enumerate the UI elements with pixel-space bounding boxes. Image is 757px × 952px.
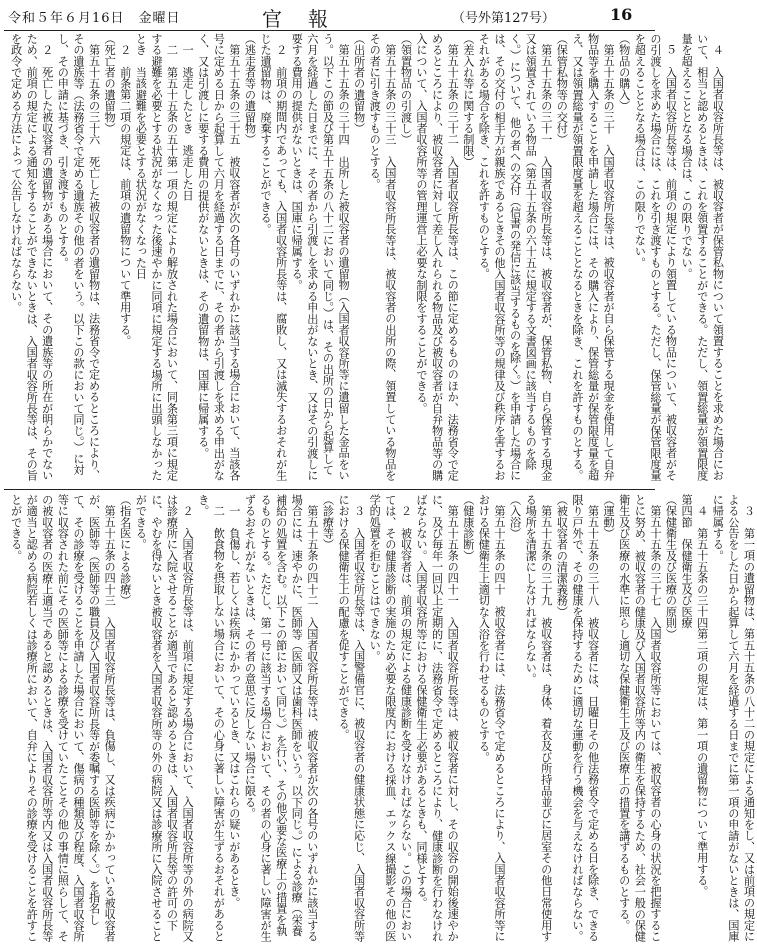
article-paragraph: 第五十五条の三十一 入国者収容所長等は、被収容者が、保管私物、自ら保管する現金又は領置されている物品（第五十五条の六十五に規定する文書図画に該当するものを除く。）について、他の者への交付（信書の発信に該当するものを除く。）を申請した場合には、その交付の相手方が親族であるときその他入国者収容所等の規律及び秩序を害するおそれがある場合を除き、これを許すものとする。: [477, 33, 553, 481]
article-paragraph: （保健衛生及び医療の原則）: [664, 494, 678, 640]
article-paragraph: 第五十五条の三十八 被収容者には、日曜日その他法務省令で定める日を除き、できる限り戸外で、その健康を保持するために適切な運動を行う機会を与えなければならない。: [570, 494, 600, 942]
article-paragraph: （出所者の遺留物）: [352, 33, 366, 134]
upper-text-band: [8, 33, 725, 485]
article-paragraph: 第五十五条の四十三 入国者収容所長等は、負傷し、又は疾病にかかっている被収容者が、医師等（医師等の職員及び入国者収容所長等が委嘱する医師等を除く。）を指名して、その診療を受けることを申請した場合において、傷病の種類及び程度、入国者収容所等に収容された前にその医師等による診療を受けていたことその他の事情に照らして、その被収容者の医療上適当であると認めるときは、入国者収容所等内又は入国者収容所長等が適当と認める病院若しくは診療所において、自弁によりその診療を受けることを許すことができる。: [9, 494, 117, 942]
article-paragraph: 第五十五条の三十 入国者収容所長等は、被収容者が自ら保管する現金を使用して自弁物品等を購入することを申請した場合には、その購入により、保管総量が保管限度量を超え、又は領置総量が領置限度量を超えることとなるときを除き、これを許すものとする。: [570, 33, 616, 481]
article-paragraph: 第五十五条の四十一 入国者収容所長等は、被収容者に対し、その収容の開始後速やかに、及び毎年一回以上定期的に、法務省令で定めるところにより、健康診断を行わなければならない。入国者収容所等における保健衛生上必要があるときも、同様とする。: [415, 494, 460, 942]
upper-vertical-text: [8, 33, 725, 485]
article-paragraph: 二 第五十五条の五十第一項の規定により解放された場合において、同条第三項に規定する避難を必要とする状況がなくなった後速やかに同項に規定する場所に出頭しなかったとき 当該避難を必要とする状況がなくなった日: [134, 33, 179, 481]
band-divider: [4, 489, 655, 490]
lower-vertical-text: [8, 494, 757, 946]
article-paragraph: （健康診断）: [461, 494, 475, 562]
article-paragraph: 第五十五条の三十六 死亡した被収容者の遺留物は、法務省令で定めるところにより、その遺族等（法務省令で定める遺族その他の者をいう。以下この款において同じ。）に対し、その申請に基づき、引き渡すものとする。: [56, 33, 101, 481]
article-paragraph: ２ 入国者収容所長等は、前項に規定する場合において、入国者収容所等の外の病院又は診療所に入院させることが適当であると認めるときは、入国者収容所長等の許可の下に、やむを得ないとき被収容者を入国者収容所等の外の病院又は診療所に入院させることができる。: [134, 494, 195, 942]
article-paragraph: （差入れ等に関する制限）: [461, 33, 475, 168]
gazette-title: 官報: [262, 7, 354, 31]
page-header: [0, 0, 659, 30]
article-paragraph: ２ 被収容者は、前項の規定による健康診断を受けなければならない。この場合においては、その健康診断の実施のため必要な限度内における採血、エックス線撮影その他の医学的処置を拒むことはできない。: [368, 494, 413, 942]
article-paragraph: 二 飲食物を摂取しない場合において、その心身に著しい障害が生ずるおそれがあるとき。: [196, 494, 226, 942]
article-paragraph: （保管私物等の交付）: [555, 33, 569, 145]
article-paragraph: ４ 入国者収容所長等は、被収容者が保管私物について領置することを求めた場合において、相当と認めるときは、これを領置することができる。ただし、領置総量が領置限度量を超えることとなる場合は、この限りでない。: [680, 33, 725, 481]
article-paragraph: （指名医による診療）: [118, 494, 132, 606]
article-paragraph: 第五十五条の三十四 出所した被収容者の遺留物（入国者収容所等に遺留した金品をいう。以下この節及び第五十五条の八十二において同じ。）は、その出所の日から起算して六月を経過した日までに、その者から引渡しを求める申出がないとき、又はその引渡しに要する費用の提供がないときは、国庫に帰属する。: [290, 33, 351, 481]
article-paragraph: （診療等）: [321, 494, 335, 550]
issue-number: （号外第127号）: [452, 11, 555, 26]
article-paragraph: 第五十五条の四十二 入国者収容所長等は、被収容者が次の各号のいずれかに該当する場合には、速やかに、医師等（医師又は歯科医師をいう。以下同じ。）による診療（栄養補給の処置を含む。以下この節において同じ。）を行い、その他必要な医療上の措置を執るものとする。ただし、第一号に該当する場合において、その者の心身に著しい障害が生ずるおそれがないときは、その者の意思に反しない場合に限る。: [243, 494, 319, 942]
publication-date: 令和５年６月16日 金曜日: [8, 11, 181, 26]
article-paragraph: （領置物品の引渡し）: [399, 33, 413, 145]
article-paragraph: 第五十五条の四十 被収容者には、法務省令で定めるところにより、入国者収容所等における保健衛生上適切な入浴を行わせるものとする。: [477, 494, 506, 942]
article-paragraph: ５ 入国者収容所長等は、前項の規定により領置している物品について、被収容者がその引渡しを求めた場合には、これを引き渡すものとする。ただし、保管総量が保管限度量を超えることとなる場合は、この限りでない。: [633, 33, 678, 481]
article-paragraph: （死亡者の遺留物）: [103, 33, 117, 134]
header-rule: [4, 30, 655, 31]
article-paragraph: 第五十五条の三十七 入国者収容所等においては、被収容者の心身の状況を把握することに努め、被収容者の健康及び入国者収容所等内の衛生を保持するため、社会一般の保健衛生及び医療の水準に照らし適切な保健衛生上及び医療上の措置を講ずるものとする。: [617, 494, 662, 942]
article-paragraph: ３ 第一項の遺留物は、第五十五条の八十二の規定による通知をし、又は前項の規定による公告をした日から起算して六月を経過する日までに第一項の申請がないときは、国庫に帰属する。: [711, 494, 756, 942]
article-paragraph: ３ 入国者収容所長等は、入国警備官に、被収容者の健康状態に応じ、入国者収容所等における保健衛生上の配慮を促すことができる。: [337, 494, 366, 942]
article-paragraph: （入浴）: [508, 494, 522, 539]
article-paragraph: ４ 第五十五条の三十四第二項の規定は、第一項の遺留物について準用する。: [695, 505, 709, 898]
article-paragraph: （物品の購入）: [617, 33, 631, 112]
article-paragraph: （運動）: [602, 494, 616, 539]
article-paragraph: 第五十五条の三十九 被収容者は、身体、着衣及び所持品並びに居室その他日常使用する場所を清潔にしなければならない。: [524, 494, 553, 942]
article-paragraph: ２ 前項の期間内であっても、入国者収容所長等は、腐敗し、又は滅失するおそれが生じた遺留物は、廃棄することができる。: [259, 33, 288, 481]
article-paragraph: 第五十五条の三十五 被収容者が次の各号のいずれかに該当する場合において、当該各号に定める日から起算して六月を経過する日までに、その者から引渡しを求める申出がなく、又は引渡しに要する費用の提供がないときは、その遺留物は、国庫に帰属する。: [196, 33, 241, 481]
article-paragraph: 第四節 保健衛生及び医療: [680, 494, 694, 629]
lower-text-band: [8, 494, 756, 946]
article-paragraph: ２ 前条第二項の規定は、前項の遺留物について準用する。: [118, 44, 132, 347]
article-paragraph: ２ 死亡した被収容者の遺留物がある場合において、その遺族等の所在が明らかでないため、前項の規定による通知をすることができないときは、入国者収容所長等は、その旨を政令で定める方法によって公告しなければならない。: [9, 33, 54, 481]
article-paragraph: 第五十五条の三十三 入国者収容所長等は、被収容者の出所の際、領置している物品をその者に引き渡すものとする。: [368, 33, 397, 481]
article-paragraph: （被収容者の清潔義務）: [555, 494, 569, 618]
article-paragraph: 一 負傷し、若しくは疾病にかかっているとき、又はこれらの疑いがあるとき。: [227, 505, 241, 909]
page-number: 16: [610, 5, 633, 24]
article-paragraph: （逃走者等の遺留物）: [243, 33, 257, 145]
article-paragraph: 第五十五条の三十二 入国者収容所長等は、この節に定めるもののほか、法務省令で定めるところにより、被収容者に対して差し入れられる物品及び被収容者が自弁物品等の購入について、入国者収容所等の管理運営上必要な制限をすることができる。: [415, 33, 460, 481]
article-paragraph: 一 逃走したとき 逃走した日: [181, 44, 195, 201]
